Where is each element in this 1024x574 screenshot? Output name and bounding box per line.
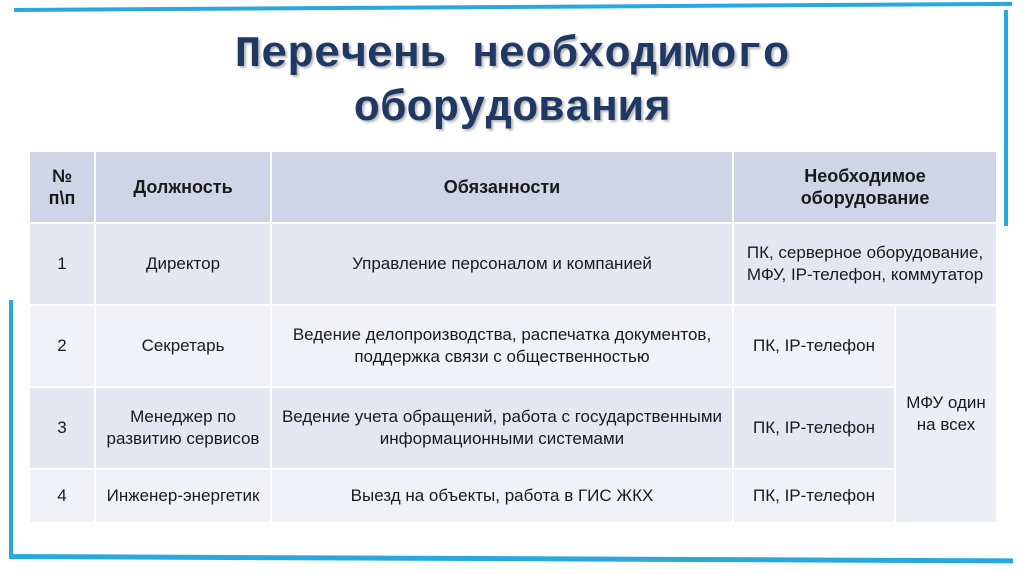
row-duties [271, 305, 733, 387]
row-duties: Управление персоналом и компанией [271, 223, 733, 305]
slide-title [0, 28, 1024, 136]
row-position: Директор [95, 223, 271, 305]
shared-equipment-cell: МФУ один на всех [895, 305, 997, 523]
header-equipment-line-2: оборудование [800, 188, 930, 208]
header-num-line-1: № [51, 166, 73, 186]
row-num: 3 [29, 387, 95, 469]
row-num: 1 [29, 223, 95, 305]
row-equipment: ПК, IP-телефон [733, 387, 895, 469]
header-num [29, 151, 95, 223]
row-duties: Выезд на объекты, работа в ГИС ЖКХ [271, 469, 733, 523]
row-num: 4 [29, 469, 95, 523]
table-row [29, 305, 997, 387]
row-equipment: ПК, серверное оборудование, МФУ, IP-телефон, коммутатор [733, 223, 997, 305]
table-row [29, 387, 997, 469]
row-num: 2 [29, 305, 95, 387]
frame-bottom-border [9, 554, 1013, 563]
header-duties: Обязанности [271, 151, 733, 223]
slide-title-line-2: оборудования [353, 84, 671, 134]
row-duties: Ведение учета обращений, работа с государственными информационными системами [271, 387, 733, 469]
table-row [29, 223, 997, 305]
frame-left-border [9, 300, 13, 558]
row-position: Секретарь [95, 305, 271, 387]
header-num-line-2: п\п [48, 188, 76, 208]
row-position: Инженер-энергетик [95, 469, 271, 523]
row-equipment: ПК, IP-телефон [733, 305, 895, 387]
header-equipment [733, 151, 997, 223]
row-duties-line-2: поддержка связи с общественностью [354, 347, 650, 366]
row-equipment: ПК, IP-телефон [733, 469, 895, 523]
row-duties-line-1: Ведение делопроизводства, распечатка документов, [292, 325, 712, 344]
header-equipment-line-1: Необходимое [804, 166, 926, 186]
header-position: Должность [95, 151, 271, 223]
table-header-row [29, 151, 997, 223]
equipment-table [28, 150, 998, 524]
slide-title-line-1: Перечень необходимого [234, 30, 790, 80]
row-position: Менеджер по развитию сервисов [95, 387, 271, 469]
frame-top-border [14, 2, 1012, 12]
table-row [29, 469, 997, 523]
